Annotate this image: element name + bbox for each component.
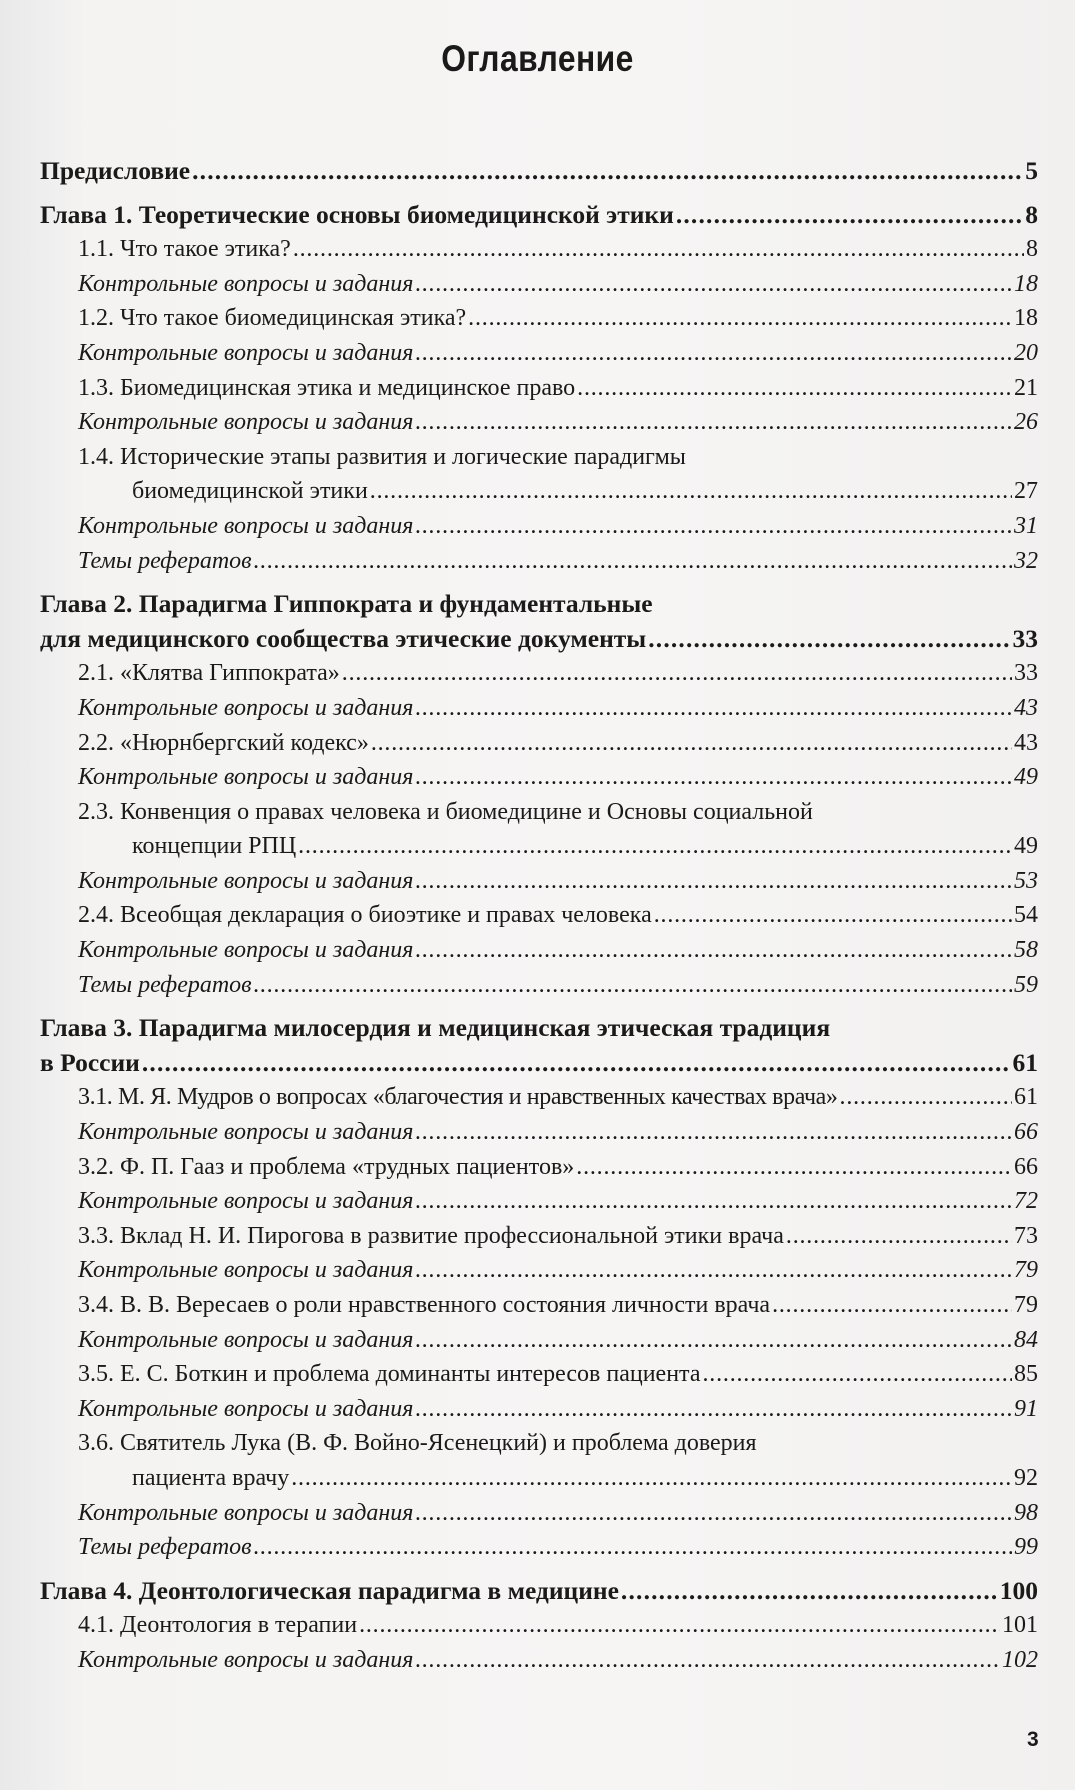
toc-entry-label: 1.2. Что такое биомедицинская этика? xyxy=(78,305,467,332)
toc-entry-page: 31 xyxy=(1014,512,1038,539)
dot-leader xyxy=(142,1046,1011,1081)
toc-entry-label: Контрольные вопросы и задания xyxy=(78,1499,414,1526)
toc-questions xyxy=(40,760,1038,795)
toc-questions xyxy=(40,509,1038,544)
toc-entry-label: Контрольные вопросы и задания xyxy=(78,339,414,366)
dot-leader xyxy=(648,622,1010,657)
toc-entry-label: 2.2. «Нюрнбергский кодекс» xyxy=(78,729,369,756)
toc-entry-page: 18 xyxy=(1014,305,1038,332)
toc-entry-label: Контрольные вопросы и задания xyxy=(78,937,414,964)
toc-section xyxy=(40,1150,1038,1185)
toc-section xyxy=(40,898,1038,933)
toc-entry-page: 49 xyxy=(1014,833,1038,860)
toc-section xyxy=(40,1357,1038,1392)
toc-entry-label: Контрольные вопросы и задания xyxy=(78,512,414,539)
toc-entry-page: 61 xyxy=(1014,1084,1038,1111)
toc-entry-label: 4.1. Деонтология в терапии xyxy=(78,1612,358,1639)
toc-entry-label: Глава 3. Парадигма милосердия и медицинская этическая традиция xyxy=(40,1013,831,1043)
toc-entry-page: 53 xyxy=(1014,867,1038,894)
toc-chapter-1 xyxy=(40,198,1038,233)
toc-entry-label: Контрольные вопросы и задания xyxy=(78,1119,414,1146)
toc-entry-page: 66 xyxy=(1014,1119,1038,1146)
toc-entry-page: 8 xyxy=(1025,199,1038,229)
toc-entry-label: 3.5. Е. С. Боткин и проблема доминанты интересов пациента xyxy=(78,1361,701,1388)
toc-entry-label: Глава 2. Парадигма Гиппократа и фундаментальные xyxy=(40,589,653,619)
toc-entry-page: 58 xyxy=(1014,937,1038,964)
toc-entry-label: 1.1. Что такое этика? xyxy=(78,236,291,263)
dot-leader xyxy=(415,1184,1012,1219)
toc-section xyxy=(40,1288,1038,1323)
toc-essay-topics xyxy=(40,1530,1038,1565)
toc-essay-topics xyxy=(40,968,1038,1003)
dot-leader xyxy=(254,544,1012,579)
toc-entry-label-continued: в России xyxy=(40,1047,140,1077)
toc-entry-page: 43 xyxy=(1014,729,1038,756)
toc-entry-label: 2.1. «Клятва Гиппократа» xyxy=(78,660,340,687)
dot-leader xyxy=(772,1288,1012,1323)
toc-entry-label: Контрольные вопросы и задания xyxy=(78,1257,414,1284)
toc-entry-page: 85 xyxy=(1014,1361,1038,1388)
dot-leader xyxy=(298,829,1012,864)
toc-entry-page: 18 xyxy=(1014,270,1038,297)
toc-questions xyxy=(40,267,1038,302)
toc-entry-page: 27 xyxy=(1014,478,1038,505)
toc-questions xyxy=(40,1496,1038,1531)
toc-entry-page: 79 xyxy=(1014,1292,1038,1318)
toc-entry-page: 84 xyxy=(1014,1326,1038,1353)
toc-chapter-2-continued xyxy=(40,622,1038,657)
toc-entry-label: 3.4. В. В. Вересаев о роли нравственного состояния личности врача xyxy=(78,1292,771,1318)
dot-leader xyxy=(415,933,1012,968)
dot-leader xyxy=(370,474,1012,509)
toc-entry-page: 49 xyxy=(1014,764,1038,791)
dot-leader xyxy=(415,1253,1012,1288)
toc-entry-page: 32 xyxy=(1014,547,1038,574)
toc-questions xyxy=(40,1323,1038,1358)
toc-entry-label-continued: пациента врачу xyxy=(132,1464,290,1491)
toc-entry-label: 3.3. Вклад Н. И. Пирогова в развитие профессиональной этики врача xyxy=(78,1222,784,1249)
dot-leader xyxy=(577,371,1012,406)
toc-entry-label: Контрольные вопросы и задания xyxy=(78,1188,414,1215)
dot-leader xyxy=(415,405,1012,440)
toc-entry-label: 3.6. Святитель Лука (В. Ф. Войно-Ясенецкий) и проблема доверия xyxy=(78,1430,757,1457)
toc-entry-label: Контрольные вопросы и задания xyxy=(78,1326,414,1353)
toc-section xyxy=(40,1608,1038,1643)
toc-entry-label: Контрольные вопросы и задания xyxy=(78,270,414,297)
dot-leader xyxy=(468,301,1012,336)
toc-section xyxy=(40,232,1038,267)
toc-entry-page: 8 xyxy=(1026,236,1038,263)
toc-questions xyxy=(40,405,1038,440)
spacer xyxy=(40,578,1038,587)
toc-questions xyxy=(40,336,1038,371)
dot-leader xyxy=(254,1530,1012,1565)
toc-section-continued xyxy=(40,1461,1038,1496)
dot-leader xyxy=(415,1496,1012,1531)
page-number: 3 xyxy=(1027,1728,1039,1751)
toc-entry-label: Предисловие xyxy=(40,156,191,185)
dot-leader xyxy=(576,1150,1012,1185)
toc-entry-page: 66 xyxy=(1014,1153,1038,1180)
toc-entry-label: 2.3. Конвенция о правах человека и биомедицине и Основы социальной xyxy=(78,798,813,825)
dot-leader xyxy=(415,336,1012,371)
dot-leader xyxy=(293,232,1024,267)
toc-entry-label: 3.2. Ф. П. Гааз и проблема «трудных пациентов» xyxy=(78,1153,575,1180)
toc-entry-label: Темы рефератов xyxy=(78,971,252,998)
toc-entry-page: 20 xyxy=(1014,339,1038,366)
dot-leader xyxy=(621,1574,998,1609)
toc-entry-page: 100 xyxy=(999,1575,1038,1605)
dot-leader xyxy=(786,1219,1012,1254)
dot-leader xyxy=(415,1323,1012,1358)
toc-entry-page: 61 xyxy=(1012,1047,1038,1077)
toc-section xyxy=(40,1426,1038,1461)
toc-entry-page: 91 xyxy=(1014,1395,1038,1422)
dot-leader xyxy=(676,198,1023,233)
toc-section xyxy=(40,656,1038,691)
table-of-contents xyxy=(40,154,1038,1678)
toc-questions xyxy=(40,1392,1038,1427)
dot-leader xyxy=(254,968,1012,1003)
spacer xyxy=(40,1565,1038,1574)
spacer xyxy=(40,189,1038,198)
dot-leader xyxy=(415,691,1012,726)
page-title: Оглавление xyxy=(441,38,634,79)
toc-entry-page: 5 xyxy=(1025,156,1038,185)
dot-leader xyxy=(371,726,1012,761)
toc-entry-label: 3.1. М. Я. Мудров о вопросах «благочестия и нравственных качествах врача» xyxy=(78,1084,838,1111)
toc-entry-label-continued: для медицинского сообщества этические документы xyxy=(40,623,647,653)
dot-leader xyxy=(415,509,1012,544)
toc-entry-page: 79 xyxy=(1014,1257,1038,1284)
toc-entry-label: 1.4. Исторические этапы развития и логические парадигмы xyxy=(78,443,686,470)
toc-entry-label: Темы рефератов xyxy=(78,1534,252,1561)
toc-entry-page: 21 xyxy=(1014,374,1038,401)
toc-chapter-4 xyxy=(40,1574,1038,1609)
toc-chapter-3-continued xyxy=(40,1046,1038,1081)
toc-section xyxy=(40,1080,1038,1115)
toc-entry-page: 54 xyxy=(1014,902,1038,929)
toc-section xyxy=(40,440,1038,475)
toc-section xyxy=(40,726,1038,761)
toc-section xyxy=(40,1219,1038,1254)
dot-leader xyxy=(192,154,1023,189)
toc-entry-label: Глава 4. Деонтологическая парадигма в медицине xyxy=(40,1575,619,1605)
toc-entry-page: 98 xyxy=(1014,1499,1038,1526)
toc-questions xyxy=(40,933,1038,968)
toc-entry-label: Темы рефератов xyxy=(78,547,252,574)
toc-entry-label: Контрольные вопросы и задания xyxy=(78,1395,414,1422)
dot-leader xyxy=(415,1115,1012,1150)
toc-entry-page: 101 xyxy=(1002,1612,1038,1639)
toc-entry-label: 1.3. Биомедицинская этика и медицинское право xyxy=(78,374,576,401)
dot-leader xyxy=(415,1392,1012,1427)
toc-essay-topics xyxy=(40,544,1038,579)
toc-questions xyxy=(40,691,1038,726)
toc-questions xyxy=(40,864,1038,899)
toc-section xyxy=(40,795,1038,830)
toc-entry-preface xyxy=(40,154,1038,189)
toc-section xyxy=(40,301,1038,336)
toc-entry-label: Контрольные вопросы и задания xyxy=(78,867,414,894)
dot-leader xyxy=(415,864,1012,899)
toc-entry-label: Контрольные вопросы и задания xyxy=(78,764,414,791)
toc-entry-label: 2.4. Всеобщая декларация о биоэтике и правах человека xyxy=(78,902,652,929)
dot-leader xyxy=(703,1357,1013,1392)
toc-entry-page: 92 xyxy=(1014,1464,1038,1491)
toc-questions xyxy=(40,1184,1038,1219)
dot-leader xyxy=(359,1608,1000,1643)
toc-section-continued xyxy=(40,829,1038,864)
toc-chapter-2 xyxy=(40,587,1038,622)
toc-entry-label: Контрольные вопросы и задания xyxy=(78,409,414,436)
toc-questions xyxy=(40,1643,1038,1678)
toc-entry-label: Контрольные вопросы и задания xyxy=(78,694,414,721)
toc-entry-page: 33 xyxy=(1014,660,1038,687)
toc-entry-label: Контрольные вопросы и задания xyxy=(78,1646,414,1673)
toc-entry-label-continued: биомедицинской этики xyxy=(132,478,368,505)
toc-entry-page: 33 xyxy=(1012,623,1038,653)
dot-leader xyxy=(415,760,1012,795)
toc-section-continued xyxy=(40,474,1038,509)
toc-entry-page: 26 xyxy=(1014,409,1038,436)
spacer xyxy=(40,1002,1038,1011)
toc-questions xyxy=(40,1115,1038,1150)
toc-entry-page: 99 xyxy=(1014,1534,1038,1561)
toc-questions xyxy=(40,1253,1038,1288)
toc-section xyxy=(40,371,1038,406)
toc-entry-page: 73 xyxy=(1014,1222,1038,1249)
toc-entry-page: 59 xyxy=(1014,971,1038,998)
dot-leader xyxy=(342,656,1012,691)
toc-chapter-3 xyxy=(40,1011,1038,1046)
toc-entry-page: 43 xyxy=(1014,694,1038,721)
dot-leader xyxy=(654,898,1012,933)
toc-entry-page: 102 xyxy=(1002,1646,1038,1673)
toc-entry-label-continued: концепции РПЦ xyxy=(132,833,297,860)
toc-entry-label: Глава 1. Теоретические основы биомедицинской этики xyxy=(40,199,674,229)
dot-leader xyxy=(415,1643,1000,1678)
dot-leader xyxy=(291,1461,1012,1496)
toc-entry-page: 72 xyxy=(1014,1188,1038,1215)
dot-leader xyxy=(840,1080,1012,1115)
dot-leader xyxy=(415,267,1012,302)
